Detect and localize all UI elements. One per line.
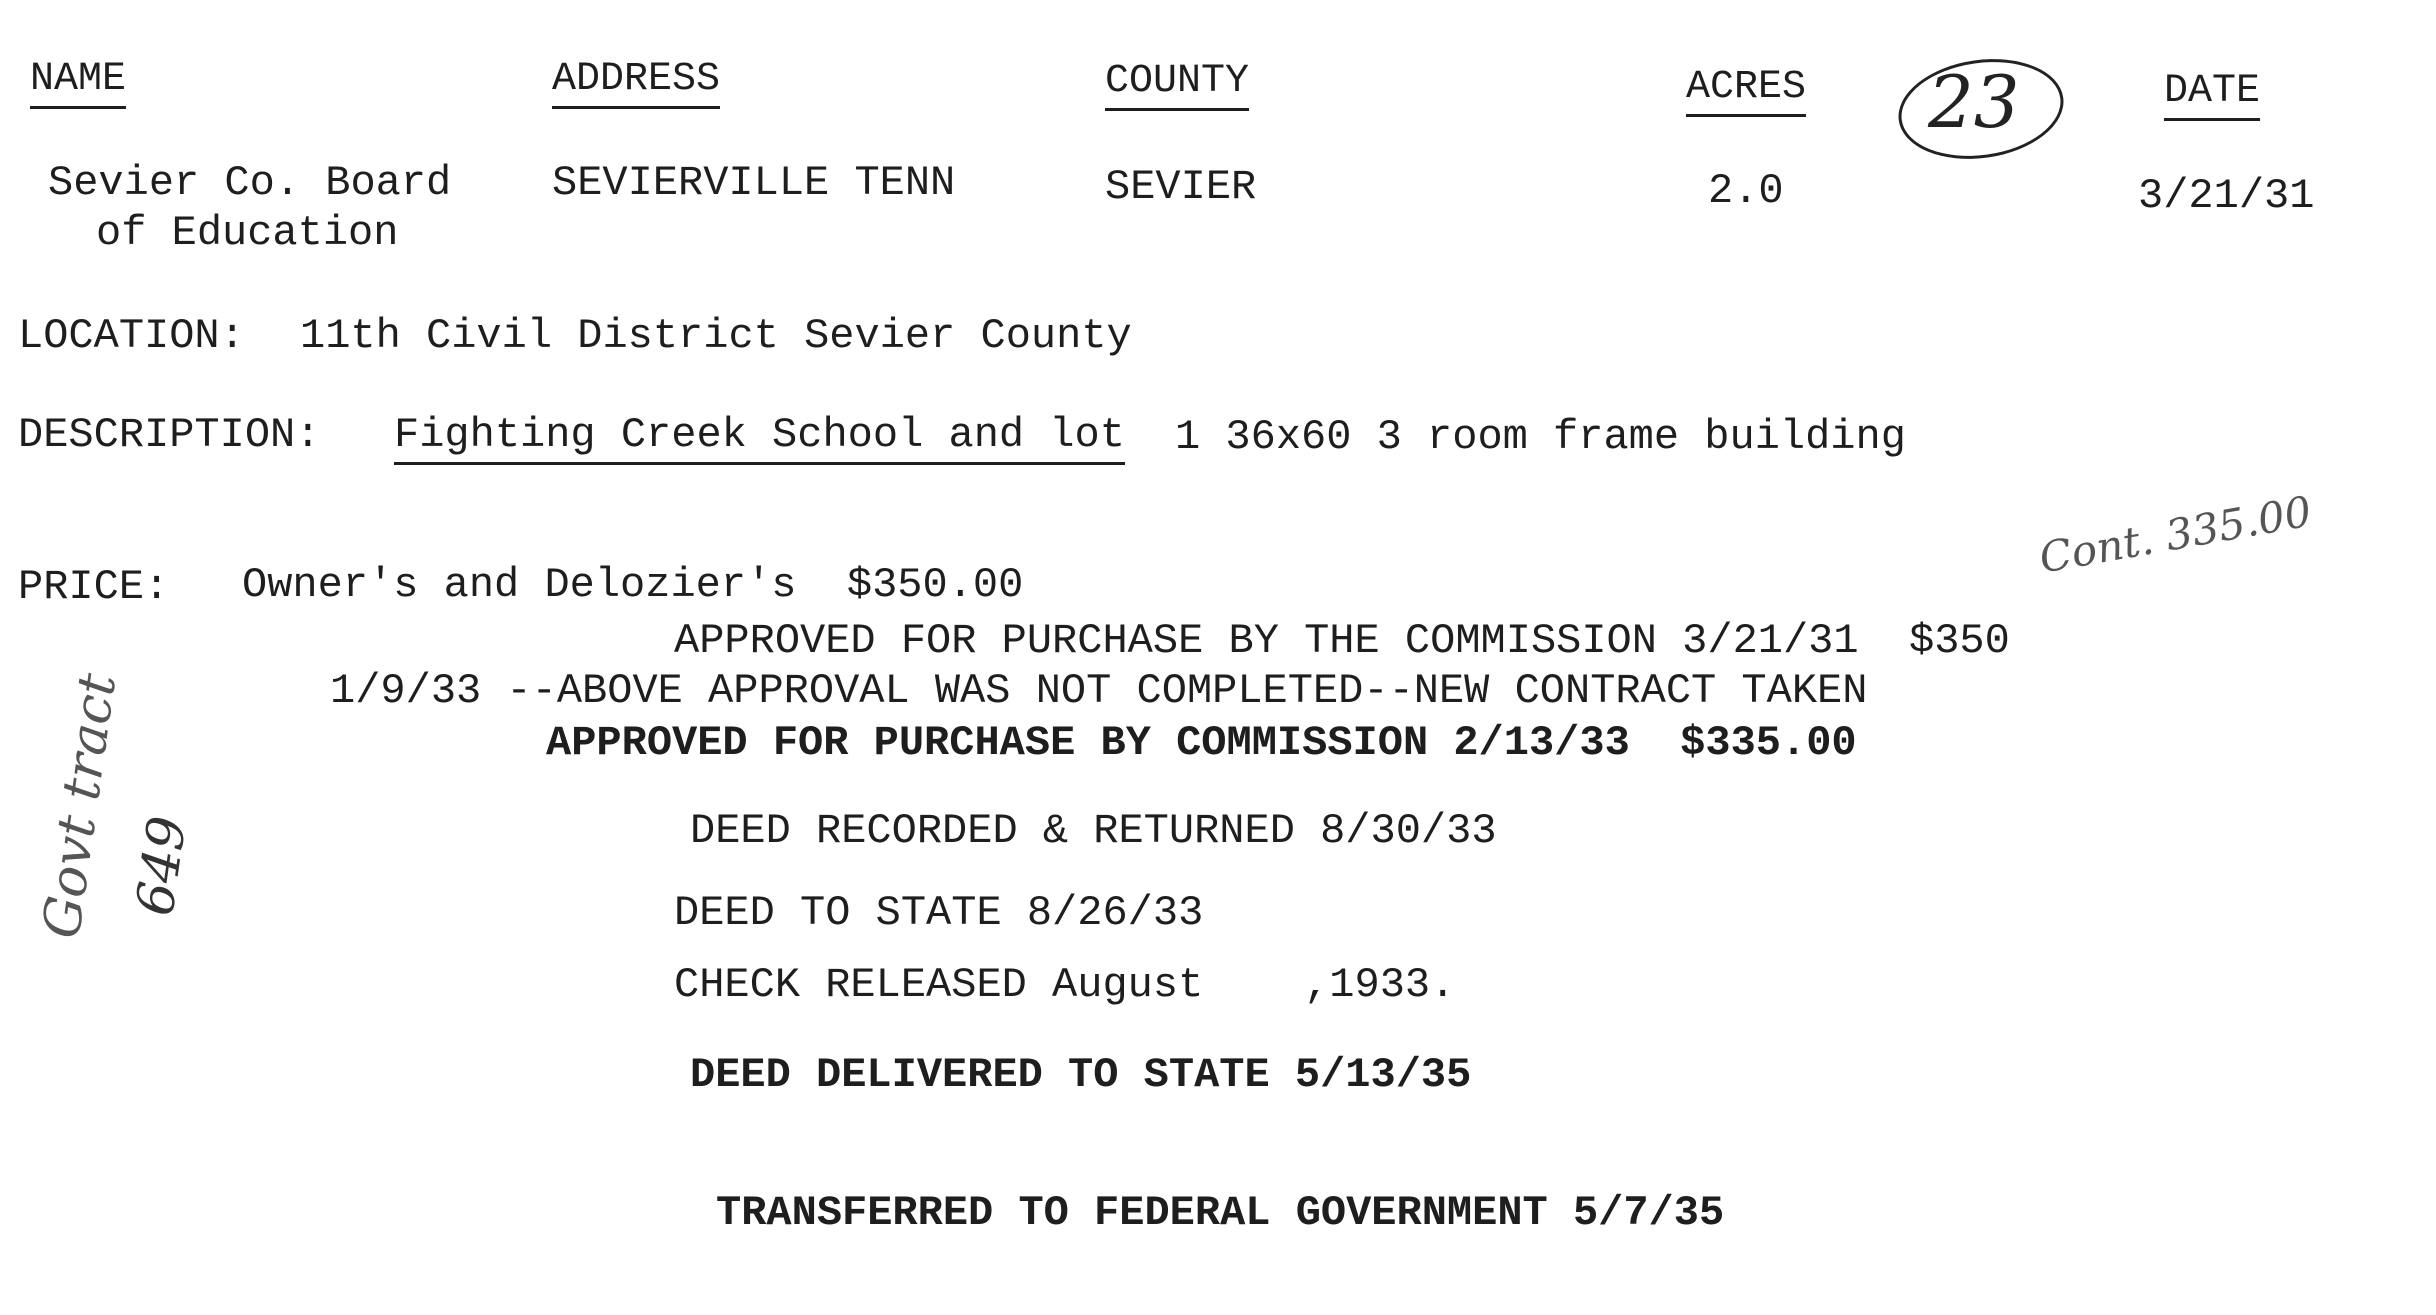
price-label: PRICE: [18, 563, 170, 611]
location-value: 11th Civil District Sevier County [300, 312, 1132, 360]
acres-value: 2.0 [1708, 167, 1784, 215]
header-acres: ACRES [1686, 68, 1806, 117]
history-line-2: 1/9/33 --ABOVE APPROVAL WAS NOT COMPLETED--NEW CONTRACT TAKEN [330, 667, 1868, 715]
description-underlined: Fighting Creek School and lot [394, 414, 1125, 465]
history-line-7: DEED DELIVERED TO STATE 5/13/35 [690, 1051, 1472, 1099]
side-note-line1: Govt tract [31, 669, 129, 943]
history-line-1: APPROVED FOR PURCHASE BY THE COMMISSION 3/21/31 $350 [674, 617, 2010, 665]
description-label: DESCRIPTION: [18, 411, 321, 459]
history-line-5: DEED TO STATE 8/26/33 [674, 889, 1204, 937]
header-address: ADDRESS [552, 60, 720, 109]
description-rest: 1 36x60 3 room frame building [1175, 413, 1906, 461]
owner-address: SEVIERVILLE TENN [552, 159, 956, 207]
header-county: COUNTY [1105, 62, 1249, 111]
contract-note: Cont. 335.00 [2035, 486, 2316, 583]
header-date: DATE [2164, 72, 2260, 121]
owner-name-line1: Sevier Co. Board [48, 159, 452, 207]
history-line-6: CHECK RELEASED August ,1933. [674, 961, 1456, 1009]
header-name: NAME [30, 60, 126, 109]
location-label: LOCATION: [18, 312, 245, 360]
history-line-4: DEED RECORDED & RETURNED 8/30/33 [690, 807, 1497, 855]
history-line-8: TRANSFERRED TO FEDERAL GOVERNMENT 5/7/35 [716, 1189, 1725, 1237]
owner-county: SEVIER [1105, 163, 1257, 211]
owner-name-line2: of Education [96, 209, 399, 257]
history-line-3: APPROVED FOR PURCHASE BY COMMISSION 2/13/33 $335.00 [546, 719, 1857, 767]
tract-number: 23 [1928, 60, 2020, 144]
price-value: Owner's and Delozier's $350.00 [242, 561, 1024, 609]
side-note-line2: 649 [125, 812, 199, 920]
record-date: 3/21/31 [2138, 172, 2315, 220]
